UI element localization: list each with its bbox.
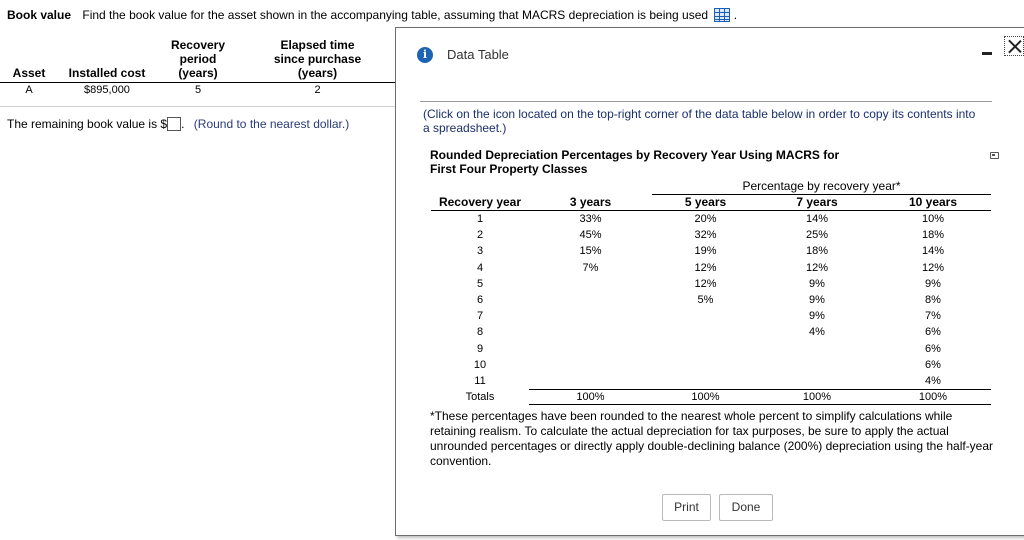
- close-icon[interactable]: [1004, 36, 1024, 56]
- table-row: 8 4% 6%: [476, 326, 941, 339]
- table-footnote: *These percentages have been rounded to the nearest whole percent to simplify calculations while retaining realism. To calculate the actual depreciation for tax purposes, be sure to apply the actual unrounded percentages or directly apply double-declining balance (200%) depreciation using the half-year convention.: [430, 409, 994, 468]
- data-table-dialog: [395, 27, 1024, 536]
- macrs-header-row: [431, 195, 991, 211]
- info-icon: i: [417, 47, 433, 63]
- elapsed-time-cell: 2: [314, 84, 321, 96]
- recovery-period-header: Recovery period (years): [156, 38, 240, 83]
- dialog-header: [396, 28, 1024, 80]
- totals-row: Totals 100% 100% 100% 100%: [431, 390, 991, 405]
- asset-cell: A: [25, 84, 33, 96]
- answer-line: [7, 117, 349, 131]
- asset-header: Asset: [0, 38, 58, 83]
- table-row: 11 4%: [474, 375, 941, 388]
- col-7-years: 7 years: [759, 195, 875, 211]
- macrs-table: [431, 179, 991, 405]
- recovery-period-cell: 5: [194, 84, 202, 96]
- book-value-input[interactable]: [167, 117, 181, 131]
- table-row: 7 9% 7%: [476, 310, 941, 323]
- question-prompt: Find the book value for the asset shown in the accompanying table, assuming that MACRS depreciation is being used: [82, 8, 709, 22]
- answer-prefix: The remaining book value is $: [7, 117, 168, 131]
- recovery-year-header: Recovery year: [431, 195, 529, 211]
- question-period: .: [733, 8, 738, 22]
- minimize-icon[interactable]: [982, 52, 992, 55]
- table-row: 1 33% 20% 14% 10%: [476, 213, 945, 225]
- done-button[interactable]: Done: [719, 494, 773, 521]
- dialog-title: Data Table: [447, 47, 509, 62]
- table-row: 6 5% 9% 8%: [476, 294, 941, 307]
- question-title: Book value: [7, 8, 72, 22]
- copy-to-spreadsheet-icon[interactable]: [990, 152, 999, 159]
- macrs-table-title: Rounded Depreciation Percentages by Recovery Year Using MACRS for First Four Property Classes: [430, 148, 840, 176]
- rounding-hint: (Round to the nearest dollar.): [193, 117, 350, 131]
- print-button[interactable]: Print: [662, 494, 711, 521]
- col-5-years: 5 years: [652, 195, 759, 211]
- table-row: 5 12% 9% 9%: [476, 277, 941, 290]
- percentage-header: Percentage by recovery year*: [652, 179, 991, 195]
- col-10-years: 10 years: [875, 195, 991, 211]
- col-3-years: 3 years: [529, 195, 652, 211]
- installed-cost-header: Installed cost: [58, 38, 156, 83]
- table-row: 3 15% 19% 18% 14%: [476, 245, 945, 258]
- table-row: 9 6%: [476, 342, 941, 355]
- asset-table: [0, 38, 395, 107]
- copy-instructions: (Click on the icon located on the top-right corner of the data table below in order to copy its contents into a spreadsheet.): [423, 107, 976, 135]
- table-row: [0, 83, 395, 101]
- dialog-divider: [420, 101, 992, 102]
- table-row: 2 45% 32% 25% 18%: [476, 229, 945, 242]
- table-row: 4 7% 12% 12% 12%: [476, 261, 945, 274]
- answer-suffix: .: [181, 117, 185, 131]
- table-row: 10 6%: [473, 358, 941, 371]
- installed-cost-cell: $895,000: [84, 84, 130, 96]
- data-table-grid-icon[interactable]: [714, 8, 730, 22]
- question-line: [7, 8, 737, 22]
- elapsed-time-header: Elapsed time since purchase (years): [240, 38, 395, 83]
